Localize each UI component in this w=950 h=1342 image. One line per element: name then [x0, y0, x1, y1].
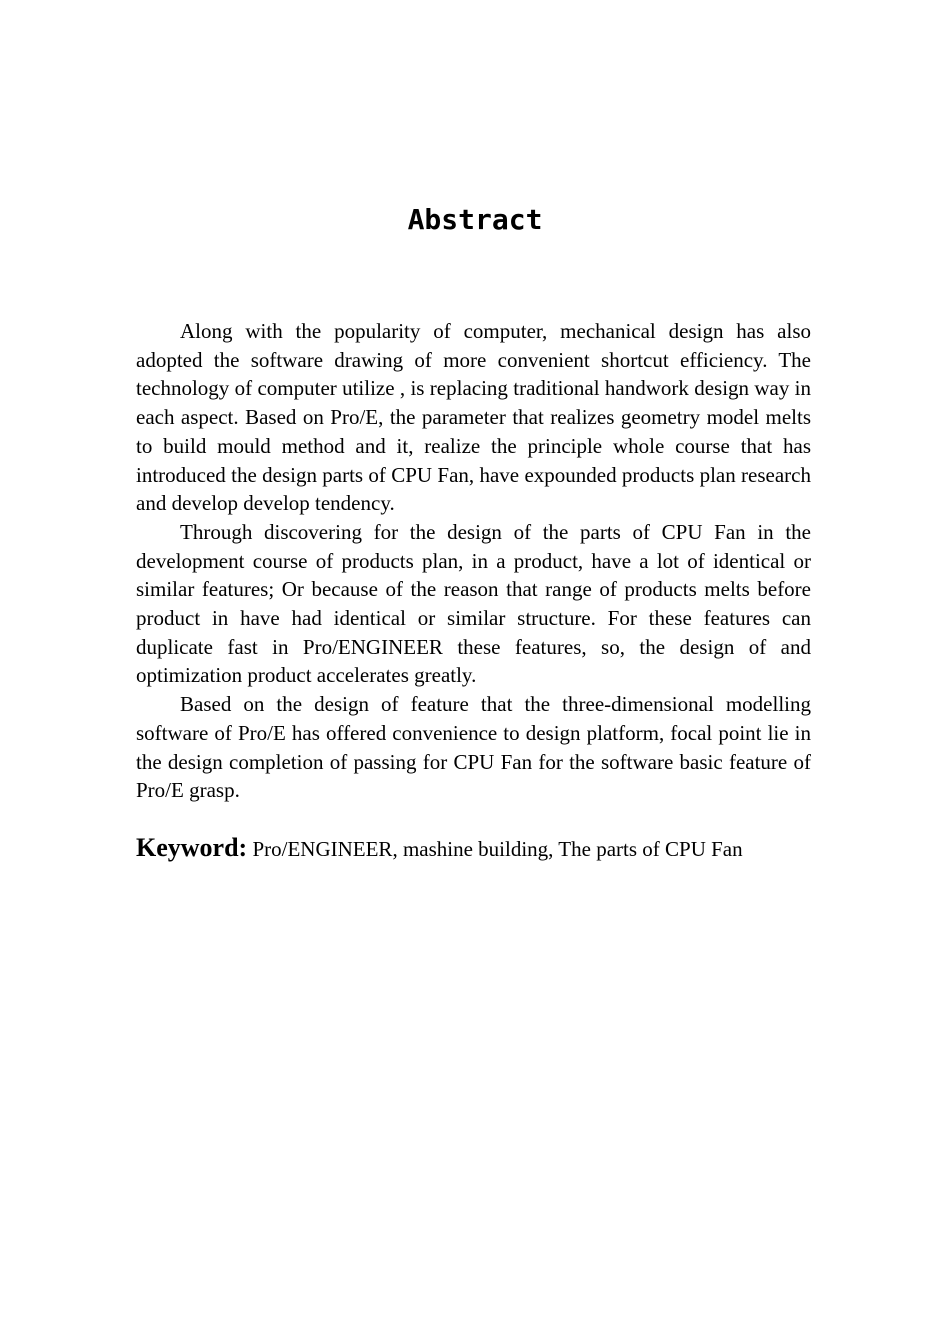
abstract-paragraph-3: Based on the design of feature that the three-dimensional modelling software of Pro/E has offered convenience to design platform, focal point lie in the design completion of passing for CPU Fan for the software basic feature of Pro/E grasp. — [136, 692, 811, 803]
keywords-label: Keyword: — [136, 833, 248, 862]
keywords-line — [136, 830, 836, 867]
keywords-value: Pro/ENGINEER, mashine building, The parts of CPU Fan — [252, 837, 743, 861]
abstract-title: Abstract — [407, 203, 543, 236]
abstract-paragraph-1: Along with the popularity of computer, mechanical design has also adopted the software drawing of more convenient shortcut efficiency. The technology of computer utilize , is replacing traditional handwork design way in each aspect. Based on Pro/E, the parameter that realizes geometry model melts to build mould method and it, realize the principle whole course that has introduced the design parts of CPU Fan, have expounded products plan research and develop develop tendency. — [136, 319, 811, 516]
abstract-body — [136, 317, 811, 805]
abstract-paragraph-2: Through discovering for the design of the parts of CPU Fan in the development course of products plan, in a product, have a lot of identical or similar features; Or because of the reason that range of products melts before product in have had identical or similar structure. For these features can duplicate fast in Pro/ENGINEER these features, so, the design of and optimization product accelerates greatly. — [136, 519, 811, 688]
